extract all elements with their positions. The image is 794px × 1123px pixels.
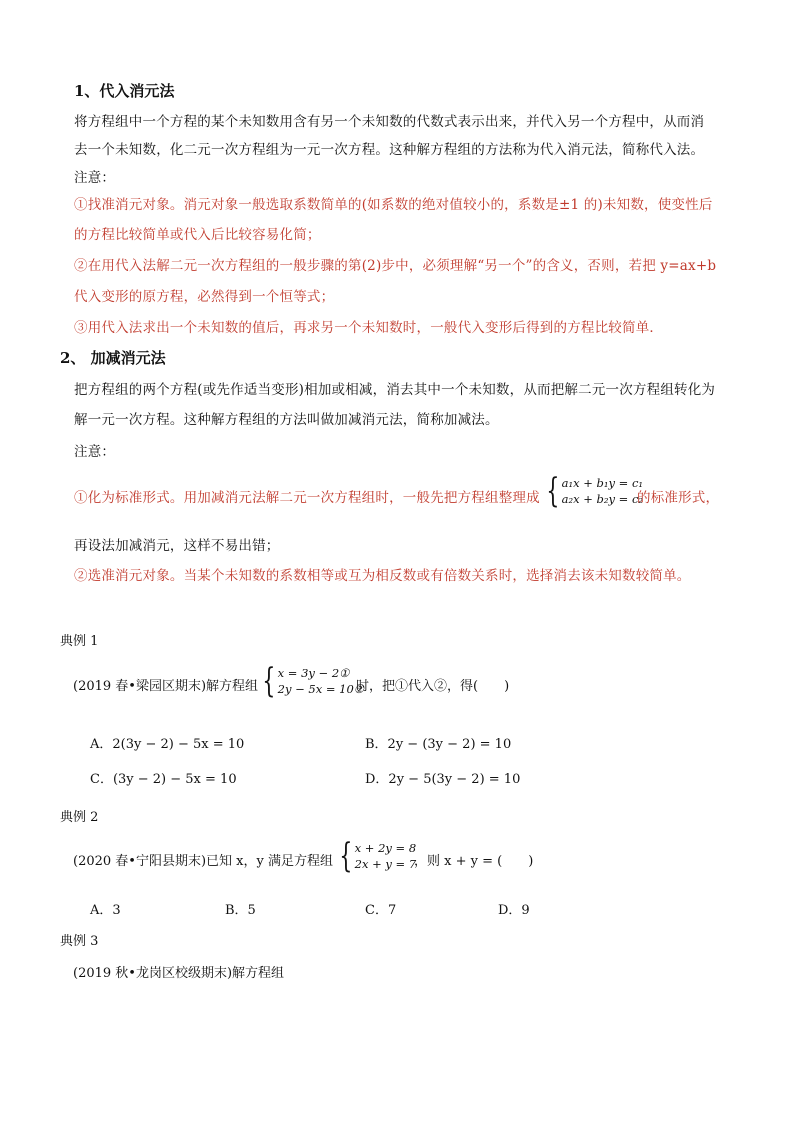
example2-label: 典例 2 <box>60 810 99 825</box>
example1-eq2: 2y − 5x = 10② <box>277 682 365 696</box>
section2-note1-before: ①化为标准形式。用加减消元法解二元一次方程组时，一般先把方程组整理成 <box>74 490 540 506</box>
example1-question-before: (2019 春•梁园区期末)解方程组 <box>73 679 259 694</box>
example2-option-b[interactable]: B．5 <box>225 903 256 918</box>
brace-symbol: { <box>546 471 560 511</box>
example1-eq1: x = 3y − 2① <box>277 666 350 680</box>
example1-label: 典例 1 <box>60 634 99 649</box>
section1-note2-line2: 代入变形的原方程，必然得到一个恒等式； <box>74 289 335 305</box>
brace-symbol: { <box>262 661 276 701</box>
example2-option-a[interactable]: A．3 <box>90 903 121 918</box>
example2-system <box>335 836 417 876</box>
section1-note1-line1: ①找准消元对象。消元对象一般选取系数简单的(如系数的绝对值较小的，系数是±1 的)未知数，使变性后 <box>74 197 713 213</box>
example3-question: (2019 秋•龙岗区校级期末)解方程组 <box>73 966 285 981</box>
example2-eq1: x + 2y = 8 <box>354 841 417 855</box>
section2-note-label: 注意： <box>74 444 116 460</box>
example2-option-d[interactable]: D．9 <box>498 903 530 918</box>
example2-question-before: (2020 春•宁阳县期末)已知 x，y 满足方程组 <box>73 854 333 869</box>
example1-question-after: 时，把①代入②，得( ) <box>356 679 510 694</box>
example2-option-c[interactable]: C．7 <box>365 903 397 918</box>
standard-form-eq2: a₂x + b₂y = c₂ <box>561 492 644 506</box>
example2-eq2: 2x + y = 7 <box>354 857 417 871</box>
section2-para-line1: 把方程组的两个方程(或先作适当变形)相加或相减，消去其中一个未知数，从而把解二元一次方程组转化为 <box>74 382 716 398</box>
section2-note1-line2: 再设法加减消元，这样不易出错； <box>74 538 280 554</box>
section2-para-line2: 解一元一次方程。这种解方程组的方法叫做加减消元法，简称加减法。 <box>74 412 499 428</box>
section2-note2: ②选准消元对象。当某个未知数的系数相等或互为相反数或有倍数关系时，选择消去该未知数较简单。 <box>74 568 691 584</box>
brace-symbol: { <box>339 836 353 876</box>
section2-title: 2、 加减消元法 <box>60 349 166 367</box>
section1-para-line1: 将方程组中一个方程的某个未知数用含有另一个未知数的代数式表示出来，并代入另一个方程中，从而消 <box>74 114 705 130</box>
example1-option-c[interactable]: C．(3y − 2) − 5x = 10 <box>90 772 237 787</box>
section1-note1-line2: 的方程比较简单或代入后比较容易化简； <box>74 227 321 243</box>
example1-system <box>258 661 365 701</box>
section1-title: 1、代入消元法 <box>74 82 175 100</box>
section2-note1-after: 的标准形式， <box>637 490 720 506</box>
example3-label: 典例 3 <box>60 934 99 949</box>
example1-option-d[interactable]: D．2y − 5(3y − 2) = 10 <box>365 772 521 787</box>
section1-note3: ③用代入法求出一个未知数的值后，再求另一个未知数时，一般代入变形后得到的方程比较简单． <box>74 320 664 336</box>
example2-question-after: ，则 x + y = ( ) <box>414 854 534 869</box>
section1-note2-line1: ②在用代入法解二元一次方程组的一般步骤的第(2)步中，必须理解“另一个”的含义，否则，若把 y=ax+b <box>74 258 717 274</box>
section1-note-label: 注意： <box>74 170 116 186</box>
example1-option-a[interactable]: A．2(3y − 2) − 5x = 10 <box>90 737 245 752</box>
example1-option-b[interactable]: B．2y − (3y − 2) = 10 <box>365 737 512 752</box>
standard-form-system <box>542 471 644 511</box>
section1-para-line2: 去一个未知数，化二元一次方程组为一元一次方程。这种解方程组的方法称为代入消元法，简称代入法。 <box>74 142 705 158</box>
standard-form-eq1: a₁x + b₁y = c₁ <box>561 476 644 490</box>
